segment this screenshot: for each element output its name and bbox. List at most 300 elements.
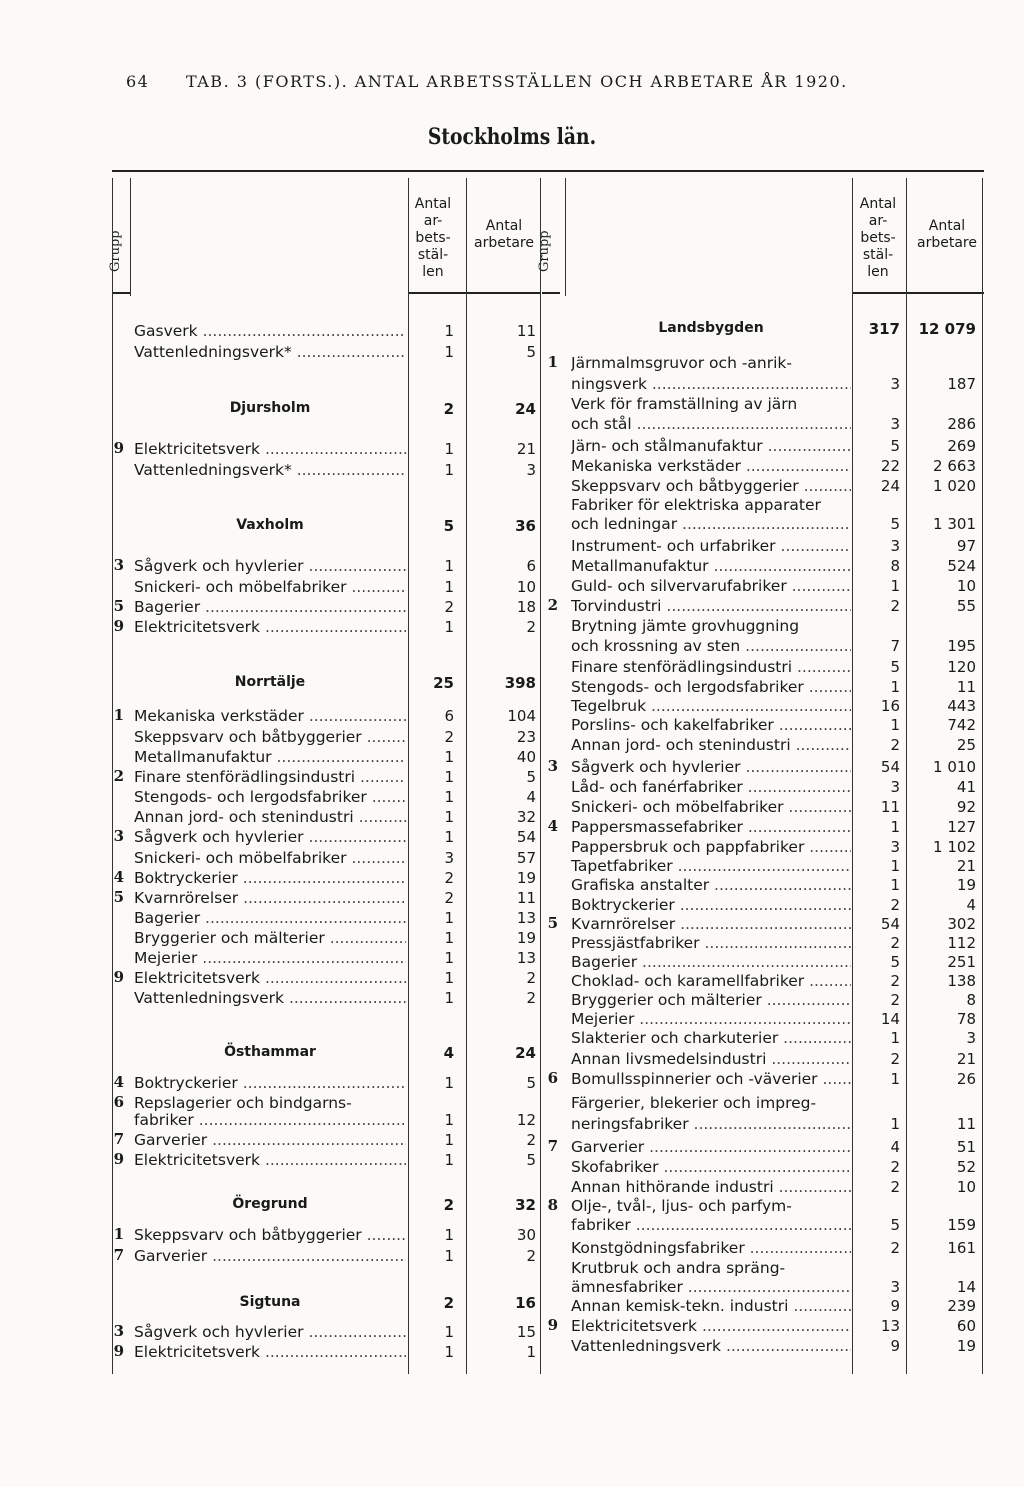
stallen-value: 1 bbox=[444, 768, 454, 786]
arbetare-value: 742 bbox=[947, 716, 976, 734]
table-row bbox=[0, 476, 1024, 497]
industry-label: Skeppsvarv och båtbyggerier ..... bbox=[571, 476, 851, 497]
stallen-value: 2 bbox=[890, 1178, 900, 1196]
stallen-value: 2 bbox=[890, 934, 900, 952]
industry-label: Snickeri- och möbelfabriker ..... bbox=[134, 848, 406, 869]
stallen-value: 1 bbox=[444, 322, 454, 340]
section-heading: Östhammar bbox=[224, 1044, 316, 1060]
stallen-value: 1 bbox=[444, 440, 454, 458]
header-rule-left-grupp bbox=[112, 292, 130, 294]
grupp-header-right: Grupp bbox=[537, 230, 552, 272]
stallen-value: 4 bbox=[890, 1138, 900, 1156]
stallen-value: 22 bbox=[880, 457, 900, 475]
section-arbetare-total: 24 bbox=[515, 1044, 536, 1062]
stallen-value: 1 bbox=[890, 1070, 900, 1088]
stallen-value: 1 bbox=[890, 1029, 900, 1047]
industry-label: Mejerier ..... bbox=[134, 948, 406, 969]
stallen-value: 1 bbox=[444, 557, 454, 575]
arbetare-value: 195 bbox=[947, 637, 976, 655]
arbetare-value: 12 bbox=[516, 1111, 536, 1129]
arbetare-value: 5 bbox=[526, 1151, 536, 1169]
section-arbetare-total: 36 bbox=[515, 517, 536, 535]
industry-label: Bryggerier och mälterier ..... bbox=[571, 990, 851, 1011]
industry-label: Elektricitetsverk ..... bbox=[134, 439, 406, 460]
arbetare-value: 30 bbox=[516, 1226, 536, 1244]
table-row bbox=[0, 1137, 1024, 1158]
section-stallen-total: 4 bbox=[443, 1044, 454, 1062]
table-row bbox=[0, 1277, 1024, 1298]
group-number: 4 bbox=[113, 868, 124, 886]
industry-label: Snickeri- och möbelfabriker ..... bbox=[571, 797, 851, 818]
arbetare-value: 54 bbox=[516, 828, 536, 846]
header-rule-right-data bbox=[852, 292, 984, 294]
table-row bbox=[0, 990, 1024, 1011]
stallen-value: 1 bbox=[444, 748, 454, 766]
section-stallen-total: 25 bbox=[433, 674, 454, 692]
industry-label: Garverier ..... bbox=[134, 1130, 406, 1151]
arbetare-value: 2 bbox=[526, 1247, 536, 1265]
industry-label: Stengods- och lergodsfabriker ..... bbox=[134, 787, 406, 808]
industry-label: Grafiska anstalter ..... bbox=[571, 875, 851, 896]
table-row bbox=[0, 456, 1024, 477]
group-number: 2 bbox=[113, 767, 124, 785]
stallen-value: 3 bbox=[890, 375, 900, 393]
industry-label: och ledningar ..... bbox=[571, 514, 851, 535]
stallen-value: 2 bbox=[444, 598, 454, 616]
arbetare-value: 19 bbox=[516, 869, 536, 887]
group-number: 5 bbox=[113, 597, 124, 615]
arbetare-value: 10 bbox=[516, 578, 536, 596]
arbetare-value: 60 bbox=[956, 1317, 976, 1335]
section-stallen-total: 2 bbox=[443, 1294, 454, 1312]
industry-label: och stål ..... bbox=[571, 414, 851, 435]
table-row bbox=[0, 1196, 1024, 1217]
stallen-value: 24 bbox=[880, 477, 900, 495]
stallen-value: 1 bbox=[444, 1151, 454, 1169]
arbetare-value: 1 010 bbox=[933, 758, 976, 776]
arbetare-value: 26 bbox=[956, 1070, 976, 1088]
table-title: TAB. 3 (FORTS.). ANTAL ARBETSSTÄLLEN OCH ARBETARE ÅR 1920. bbox=[185, 72, 848, 91]
industry-label: Mekaniska verkstäder ..... bbox=[571, 456, 851, 477]
group-number: 5 bbox=[113, 888, 124, 906]
section-heading: Norrtälje bbox=[234, 674, 306, 690]
group-number: 7 bbox=[113, 1130, 124, 1148]
arbetare-value: 97 bbox=[956, 537, 976, 555]
arbetare-value: 19 bbox=[956, 1337, 976, 1355]
industry-label: Elektricitetsverk ..... bbox=[134, 968, 406, 989]
section-heading: Djursholm bbox=[229, 400, 311, 416]
industry-label: Pappersmassefabriker ..... bbox=[571, 817, 851, 838]
page-header bbox=[126, 72, 926, 91]
industry-label: Tegelbruk ..... bbox=[571, 696, 851, 717]
arbetare-value: 21 bbox=[956, 1050, 976, 1068]
table-row bbox=[0, 757, 1024, 778]
section-stallen-total: 2 bbox=[443, 1196, 454, 1214]
industry-label: Gasverk ..... bbox=[134, 321, 406, 342]
arbetare-value: 120 bbox=[947, 658, 976, 676]
industry-label: Annan kemisk-tekn. industri ..... bbox=[571, 1296, 851, 1317]
stallen-value: 1 bbox=[890, 857, 900, 875]
industry-label: Konstgödningsfabriker ..... bbox=[571, 1238, 851, 1259]
stallen-value: 3 bbox=[890, 415, 900, 433]
industry-label: Verk för framställning av järn bbox=[571, 395, 798, 413]
industry-label: Tapetfabriker ..... bbox=[571, 856, 851, 877]
industry-label: Guld- och silvervarufabriker ..... bbox=[571, 576, 851, 597]
stallen-value: 2 bbox=[444, 869, 454, 887]
table-row bbox=[0, 1238, 1024, 1259]
industry-label: Boktryckerier ..... bbox=[134, 868, 406, 889]
stallen-value: 1 bbox=[444, 989, 454, 1007]
industry-label: fabriker ..... bbox=[134, 1110, 406, 1131]
county-title: Stockholms län. bbox=[427, 124, 597, 150]
industry-label: Vattenledningsverk ..... bbox=[571, 1336, 851, 1357]
group-number: 9 bbox=[113, 617, 124, 635]
industry-label: Annan jord- och stenindustri ..... bbox=[571, 735, 851, 756]
table-row bbox=[0, 536, 1024, 557]
arbetare-value: 32 bbox=[516, 808, 536, 826]
arbetare-value: 112 bbox=[947, 934, 976, 952]
table-row bbox=[0, 933, 1024, 954]
section-heading: Vaxholm bbox=[236, 517, 304, 533]
arbetare-value: 4 bbox=[966, 896, 976, 914]
top-rule bbox=[112, 170, 984, 172]
stallen-value: 2 bbox=[890, 1239, 900, 1257]
table-row bbox=[0, 1215, 1024, 1236]
industry-label: Bagerier ..... bbox=[134, 597, 406, 618]
stallen-value: 2 bbox=[444, 889, 454, 907]
stallen-value: 1 bbox=[444, 949, 454, 967]
arbetare-value: 11 bbox=[516, 889, 536, 907]
group-number: 9 bbox=[113, 968, 124, 986]
table-row bbox=[0, 616, 1024, 637]
arbetare-value: 13 bbox=[516, 909, 536, 927]
arbetare-value: 1 102 bbox=[933, 838, 976, 856]
industry-label: Slakterier och charkuterier ..... bbox=[571, 1028, 851, 1049]
group-number: 4 bbox=[113, 1073, 124, 1091]
stallen-value: 9 bbox=[890, 1337, 900, 1355]
arbetare-value: 443 bbox=[947, 697, 976, 715]
arbetare-value: 13 bbox=[516, 949, 536, 967]
vline-right-grupp bbox=[565, 178, 566, 296]
industry-label: Olje-, tvål-, ljus- och parfym- bbox=[571, 1197, 792, 1215]
industry-label: Pappersbruk och pappfabriker ..... bbox=[571, 837, 851, 858]
arbetare-value: 10 bbox=[956, 1178, 976, 1196]
arbetare-value: 5 bbox=[526, 768, 536, 786]
industry-label: Färgerier, blekerier och impreg- bbox=[571, 1094, 817, 1112]
table-row bbox=[0, 1258, 1024, 1279]
industry-label: Låd- och fanérfabriker ..... bbox=[571, 777, 851, 798]
industry-label: Finare stenförädlingsindustri ..... bbox=[571, 657, 851, 678]
stallen-value: 1 bbox=[444, 1323, 454, 1341]
industry-label: Vattenledningsverk ..... bbox=[134, 988, 406, 1009]
group-number: 9 bbox=[113, 1342, 124, 1360]
grupp-header-left: Grupp bbox=[108, 230, 123, 272]
stallen-value: 1 bbox=[444, 343, 454, 361]
group-number: 3 bbox=[113, 1322, 124, 1340]
arbetare-value: 14 bbox=[956, 1278, 976, 1296]
industry-label: Kvarnrörelser ..... bbox=[134, 888, 406, 909]
stallen-value: 54 bbox=[880, 915, 900, 933]
stallen-value: 54 bbox=[880, 758, 900, 776]
arbetare-value: 10 bbox=[956, 577, 976, 595]
stallen-value: 2 bbox=[890, 896, 900, 914]
industry-label: Choklad- och karamellfabriker ..... bbox=[571, 971, 851, 992]
stallen-value: 1 bbox=[444, 1247, 454, 1265]
group-number: 5 bbox=[547, 914, 558, 932]
arbetare-value: 251 bbox=[947, 953, 976, 971]
table-row bbox=[0, 837, 1024, 858]
stallen-value: 1 bbox=[890, 1115, 900, 1133]
stallen-value: 1 bbox=[444, 808, 454, 826]
group-number: 9 bbox=[547, 1316, 558, 1334]
industry-label: Vattenledningsverk* ..... bbox=[134, 342, 406, 363]
table-row bbox=[0, 817, 1024, 838]
arbetare-header-right: Antal arbetare bbox=[917, 218, 977, 251]
arbetare-value: 127 bbox=[947, 818, 976, 836]
header-rule-right-grupp bbox=[542, 292, 560, 294]
industry-label: Sågverk och hyvlerier ..... bbox=[134, 827, 406, 848]
industry-label: Bagerier ..... bbox=[134, 908, 406, 929]
table-row bbox=[0, 1316, 1024, 1337]
industry-label: Elektricitetsverk ..... bbox=[134, 1150, 406, 1171]
industry-label: och krossning av sten ..... bbox=[571, 636, 851, 657]
stallen-value: 3 bbox=[890, 838, 900, 856]
section-stallen-total: 317 bbox=[868, 320, 900, 338]
stallen-value: 3 bbox=[890, 778, 900, 796]
group-number: 9 bbox=[113, 439, 124, 457]
arbetare-value: 3 bbox=[526, 461, 536, 479]
stallen-value: 2 bbox=[890, 972, 900, 990]
arbetare-value: 78 bbox=[956, 1010, 976, 1028]
stallen-value: 5 bbox=[890, 1216, 900, 1234]
table-row bbox=[0, 636, 1024, 657]
arbetare-value: 55 bbox=[956, 597, 976, 615]
group-number: 3 bbox=[113, 827, 124, 845]
table-row bbox=[0, 1069, 1024, 1090]
stallen-value: 8 bbox=[890, 557, 900, 575]
industry-label: Bomullsspinnerier och -väverier ..... bbox=[571, 1069, 851, 1090]
section-stallen-total: 5 bbox=[443, 517, 454, 535]
table-row bbox=[0, 1114, 1024, 1135]
stallen-value: 1 bbox=[444, 1074, 454, 1092]
arbetare-value: 11 bbox=[956, 1115, 976, 1133]
arbetare-value: 4 bbox=[526, 788, 536, 806]
group-number: 6 bbox=[547, 1069, 558, 1087]
stallen-value: 5 bbox=[890, 515, 900, 533]
stallen-value: 1 bbox=[444, 1226, 454, 1244]
table-row bbox=[0, 1093, 1024, 1114]
industry-label: Fabriker för elektriska apparater bbox=[571, 496, 821, 514]
arbetare-value: 2 bbox=[526, 618, 536, 636]
industry-label: Stengods- och lergodsfabriker ..... bbox=[571, 677, 851, 698]
arbetare-value: 161 bbox=[947, 1239, 976, 1257]
table-row bbox=[0, 677, 1024, 698]
stallen-value: 1 bbox=[444, 969, 454, 987]
group-number: 4 bbox=[547, 817, 558, 835]
industry-label: Elektricitetsverk ..... bbox=[134, 617, 406, 638]
stallen-value: 1 bbox=[890, 876, 900, 894]
arbetare-value: 187 bbox=[947, 375, 976, 393]
table-row bbox=[0, 856, 1024, 877]
table-row bbox=[0, 374, 1024, 395]
table-row bbox=[0, 1028, 1024, 1049]
industry-label: Sågverk och hyvlerier ..... bbox=[134, 556, 406, 577]
stallen-value: 5 bbox=[890, 437, 900, 455]
section-arbetare-total: 398 bbox=[504, 674, 536, 692]
stallen-value: 16 bbox=[880, 697, 900, 715]
arbetare-value: 2 663 bbox=[933, 457, 976, 475]
arbetare-header-left: Antal arbetare bbox=[474, 218, 534, 251]
arbetare-value: 1 020 bbox=[933, 477, 976, 495]
stallen-value: 2 bbox=[890, 1158, 900, 1176]
stallen-value: 1 bbox=[444, 929, 454, 947]
arbetare-value: 19 bbox=[516, 929, 536, 947]
industry-label: Mekaniska verkstäder ..... bbox=[134, 706, 406, 727]
arbetare-value: 302 bbox=[947, 915, 976, 933]
table-row bbox=[0, 1336, 1024, 1357]
table-row bbox=[0, 952, 1024, 973]
stallen-value: 1 bbox=[890, 678, 900, 696]
arbetare-value: 19 bbox=[956, 876, 976, 894]
section-heading: Sigtuna bbox=[239, 1294, 301, 1310]
industry-label: Skeppsvarv och båtbyggerier ..... bbox=[134, 727, 406, 748]
table-row bbox=[0, 895, 1024, 916]
table-row bbox=[0, 495, 1024, 516]
industry-label: Bryggerier och mälterier ..... bbox=[134, 928, 406, 949]
industry-label: Garverier ..... bbox=[571, 1137, 851, 1158]
group-number: 6 bbox=[113, 1093, 124, 1111]
table-row bbox=[0, 556, 1024, 577]
table-row bbox=[0, 436, 1024, 457]
section-arbetare-total: 32 bbox=[515, 1196, 536, 1214]
arbetare-value: 40 bbox=[516, 748, 536, 766]
table-row bbox=[0, 735, 1024, 756]
table-row bbox=[0, 353, 1024, 374]
industry-label: Järn- och stålmanufaktur ..... bbox=[571, 436, 851, 457]
arbetare-value: 2 bbox=[526, 989, 536, 1007]
industry-label: Annan livsmedelsindustri ..... bbox=[571, 1049, 851, 1070]
arbetare-value: 21 bbox=[956, 857, 976, 875]
arbetare-value: 5 bbox=[526, 343, 536, 361]
industry-label: fabriker ..... bbox=[571, 1215, 851, 1236]
industry-label: Skeppsvarv och båtbyggerier ..... bbox=[134, 1225, 406, 1246]
stallen-header-right: Antal ar- bets- stäl- len bbox=[859, 196, 897, 280]
arbetare-value: 2 bbox=[526, 969, 536, 987]
table-row bbox=[0, 875, 1024, 896]
table-row bbox=[0, 777, 1024, 798]
arbetare-value: 11 bbox=[956, 678, 976, 696]
stallen-value: 1 bbox=[890, 716, 900, 734]
table-row bbox=[0, 1009, 1024, 1030]
stallen-value: 2 bbox=[444, 728, 454, 746]
arbetare-value: 1 bbox=[526, 1343, 536, 1361]
industry-label: Boktryckerier ..... bbox=[571, 895, 851, 916]
group-number: 1 bbox=[113, 1225, 124, 1243]
stallen-value: 3 bbox=[444, 849, 454, 867]
arbetare-value: 286 bbox=[947, 415, 976, 433]
arbetare-value: 15 bbox=[516, 1323, 536, 1341]
industry-label: Sågverk och hyvlerier ..... bbox=[134, 1322, 406, 1343]
stallen-value: 1 bbox=[444, 461, 454, 479]
group-number: 7 bbox=[113, 1246, 124, 1264]
arbetare-value: 159 bbox=[947, 1216, 976, 1234]
arbetare-value: 5 bbox=[526, 1074, 536, 1092]
industry-label: Torvindustri ..... bbox=[571, 596, 851, 617]
industry-label: Metallmanufaktur ..... bbox=[571, 556, 851, 577]
group-number: 7 bbox=[547, 1137, 558, 1155]
arbetare-value: 41 bbox=[956, 778, 976, 796]
stallen-value: 2 bbox=[890, 991, 900, 1009]
section-arbetare-total: 16 bbox=[515, 1294, 536, 1312]
group-number: 1 bbox=[113, 706, 124, 724]
arbetare-value: 2 bbox=[526, 1131, 536, 1149]
arbetare-value: 269 bbox=[947, 437, 976, 455]
stallen-value: 2 bbox=[890, 597, 900, 615]
stallen-value: 11 bbox=[880, 798, 900, 816]
stallen-value: 9 bbox=[890, 1297, 900, 1315]
industry-label: Sågverk och hyvlerier ..... bbox=[571, 757, 851, 778]
section-heading: Landsbygden bbox=[658, 320, 764, 336]
arbetare-value: 21 bbox=[516, 440, 536, 458]
stallen-value: 5 bbox=[890, 953, 900, 971]
arbetare-value: 239 bbox=[947, 1297, 976, 1315]
stallen-value: 1 bbox=[444, 618, 454, 636]
industry-label: Bagerier ..... bbox=[571, 952, 851, 973]
industry-label: ämnesfabriker ..... bbox=[571, 1277, 851, 1298]
table-row bbox=[0, 914, 1024, 935]
industry-label: neringsfabriker ..... bbox=[571, 1114, 851, 1135]
industry-label: Brytning jämte grovhuggning bbox=[571, 617, 800, 635]
table-row bbox=[0, 596, 1024, 617]
table-row bbox=[0, 657, 1024, 678]
arbetare-value: 6 bbox=[526, 557, 536, 575]
industry-label: Elektricitetsverk ..... bbox=[134, 1342, 406, 1363]
arbetare-value: 524 bbox=[947, 557, 976, 575]
stallen-value: 1 bbox=[444, 578, 454, 596]
stallen-value: 7 bbox=[890, 637, 900, 655]
industry-label: Mejerier ..... bbox=[571, 1009, 851, 1030]
industry-label: Vattenledningsverk* ..... bbox=[134, 460, 406, 481]
stallen-value: 1 bbox=[444, 788, 454, 806]
table-row bbox=[0, 514, 1024, 535]
table-row bbox=[0, 715, 1024, 736]
stallen-value: 14 bbox=[880, 1010, 900, 1028]
stallen-value: 1 bbox=[890, 818, 900, 836]
industry-label: Garverier ..... bbox=[134, 1246, 406, 1267]
section-arbetare-total: 24 bbox=[515, 400, 536, 418]
arbetare-value: 57 bbox=[516, 849, 536, 867]
industry-label: Porslins- och kakelfabriker ..... bbox=[571, 715, 851, 736]
arbetare-value: 11 bbox=[516, 322, 536, 340]
stallen-value: 13 bbox=[880, 1317, 900, 1335]
group-number: 3 bbox=[113, 556, 124, 574]
arbetare-value: 8 bbox=[966, 991, 976, 1009]
stallen-value: 6 bbox=[444, 707, 454, 725]
industry-label: Kvarnrörelser ..... bbox=[571, 914, 851, 935]
table-row bbox=[0, 394, 1024, 415]
stallen-value: 1 bbox=[444, 828, 454, 846]
industry-label: ningsverk ..... bbox=[571, 374, 851, 395]
industry-label: Annan hithörande industri ..... bbox=[571, 1177, 851, 1198]
arbetare-value: 18 bbox=[516, 598, 536, 616]
arbetare-value: 138 bbox=[947, 972, 976, 990]
industry-label: Repslagerier och bindgarns- bbox=[134, 1094, 352, 1112]
table-row bbox=[0, 1177, 1024, 1198]
header-rule-left-data bbox=[408, 292, 540, 294]
industry-label: Snickeri- och möbelfabriker ..... bbox=[134, 577, 406, 598]
table-row bbox=[0, 696, 1024, 717]
industry-label: Instrument- och urfabriker ..... bbox=[571, 536, 851, 557]
